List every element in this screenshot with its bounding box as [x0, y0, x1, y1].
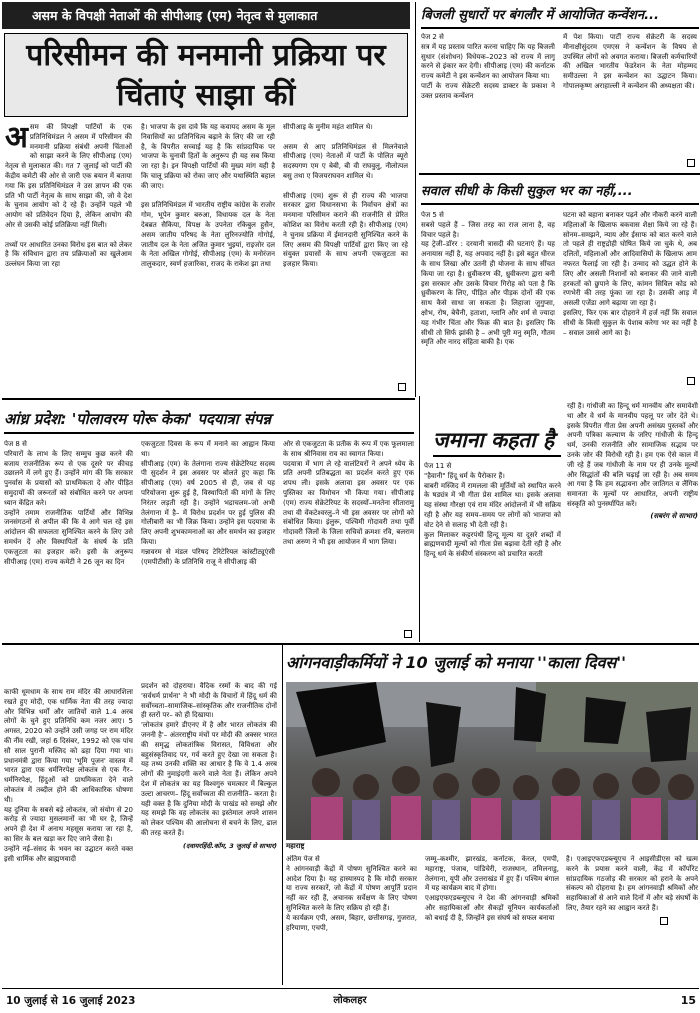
assam-col-3 [283, 123, 408, 395]
footer-rule [2, 988, 699, 989]
end-mark [687, 159, 695, 167]
bijli-col-2-text: में पेश किया। पार्टी राज्य सेक्रेटरी के सदस्य मीनाक्षीसुंदरम एमएस ने कन्वेंशन के विषय से उपस्थित लोगों को अवगत कराया। बिजली कर्मचारियों की अखिल भारतीय फेडरेशन के नेता मोहम्मद समीउल्ला ने इस कन्वेंशन का उद्घाटन किया। गोपालकृष्ण अराहाल्ली ने कन्वेंशन की अध्यक्षता की। [563, 33, 697, 90]
zamana-col-2-text: रही है। गांधीजी का हिन्दू धर्म मानवीय और समावेशी था और वे धर्म के मानवीय पहलू पर जोर देते थे। इसके विपरीत गीता प्रेस अपनी असंख्य पुस्तकों और अपनी पत्रिका कल्याण के जरिए गांधीजी के हिन्दू धर्म, उनकी राजनीति और सामाजिक सद्भाव पर उनके जोर की विरोधी रही है। हम एक ऐसे काल में जी रहे हैं जब गांधीजी के नाम पर ही उनके मूल्यों और सिद्धांतों की बलि चढ़ाई जा रही है। अब समय आ गया है कि हम सद्भावना और जातिगत व लैंगिक समानता के मूल्यों पर आधारित, अपनी राष्ट्रीय संस्कृति को पुनर्स्थापित करें। [567, 402, 698, 508]
footer-page-number: 15 [680, 994, 696, 1007]
footer-date: 10 जुलाई से 16 जुलाई 2023 [6, 995, 136, 1007]
anganwadi-col-1-text: अंतिम पेज से ने आंगनवाड़ी केंद्रों में पोषण सुनिश्चित करने का आदेश दिया है। यह हास्यास्पद है कि मोदी सरकार या राज्य सरकारें, जो केंद्रों में पोषण आपूर्ति प्रदान नहीं कर रही हैं, अचानक सर्वेक्षण के लिए पोषण सुनिश्चित करने के लिए सक्रिय हो रही हैं। ये कार्यक्रम एपी, असम, बिहार, छत्तीसगढ़, गुजरात, हरियाणा, एचपी, [286, 855, 417, 932]
photo-caption: महाराष्ट्र [286, 842, 305, 850]
protest-photo-art [286, 682, 698, 840]
anganwadi-headline: आंगनवाड़ीकर्मियों ने 10 जुलाई को मनाया ''काला दिवस'' [286, 653, 627, 672]
zamana-col-1-text: पेज 11 से "हैवानी" हिंदू धर्म के पैरोकार हैं। बाबरी मस्जिद में रामलला की मूर्तियों को स्थापित करने के षड्यंत्र में भी गीता प्रेस शामिल था। इसके अलावा यह संस्था गौरक्षा एवं राम मंदिर आंदोलनों में भी सक्रिय रही है और यह समय–समय पर लोगों को भाजपा को वोट देने से सलाह भी देती रही है। कुल मिलाकर कट्टरपंथी हिन्दू मूल्य या दूसरे शब्दों में ब्राह्मणवादी मूल्यों को गीता प्रेस बढ़ावा देती रही है और हिन्दू धर्म के संकीर्ण संस्करण को प्रचारित करती [424, 462, 561, 559]
andhra-col-2-text: एकजुटता दिवस के रूप में मनाने का आह्वान किया था। सीपीआइ (एम) के तेलंगाना राज्य सेक्रेटेरियट सदस्य पी सुदर्शन ने इस अवसर पर बोलते हुए कहा कि सीपीआइ (एम) वर्ष 2005 से ही, जब से यह परियोजना शुरू हुई है, विस्थापितों की मांगों के लिए निरंतर लड़ती रही है। उन्होंने भद्राचलम–जो अभी तेलंगाना में है– में विरोध प्रदर्शन पर हुई पुलिस की गोलीबारी का भी जिक्र किया। उन्होंने इस पदयात्रा के लिए अपनी शुभकामनाओं का और समर्थन का इजहार किया। गन्नावरम से मंडल परिषद टेरिटेरियल कांस्टीट्यूएंसी (एमपीटीसी) के प्रतिनिधि राजू ने सीपीआइ की [141, 440, 275, 566]
zamana-credit: (सबरंग से साभार) [650, 511, 698, 520]
assam-col-2-text: है। भाजपा के इस दावे कि यह कवायद असम के मूल निवासियों का प्रतिनिधित्व बढ़ाने के लिए की जा रही है, के विपरीत सच्चाई यह है कि सांप्रदायिक पर भाजपा के चुनावी हितों के अनुरूप ही यह सब किया जा रहा है। इन विपक्षी पार्टियों की मुख्य मांग यही है कि चालू प्रक्रिया को रोका जाए और यथास्थिति बहाल की जाए। इस प्रतिनिधिमंडल में भारतीय राष्ट्रीय कांग्रेस के राजोर गोम, भूपेन कुमार बरुआ, विधायक दल के नेता देबब्रत सैकिया, विपक्ष के उपनेता रकिबुल हुसैन, असम जातीय परिषद के नेता लुरिनज्योति गोगोई, जातीय दल के नेता अजित कुमार भुइयां, राइजोर दल के नेता अखिल गोगोई, सीपीआइ (एम) के मनोरंजन तालुकदार, स्वर्ण हजारिका, राजद के राकेश झा तथा [141, 123, 275, 269]
assam-headline-box [4, 33, 408, 117]
anganwadi-col-3-text: है। एआइएफएडब्ल्यूएच ने आइसीडीएस को खत्म करने के प्रयास करने वाली, केंद्र में कॉर्पोरेट सांप्रदायिक गठजोड़ की सरकार को हराने के अपने संकल्प को दोहराया है। हम आंगनवाड़ी श्रमिकों और सहायिकाओं से आने वाले दिनों में और बड़े संघर्षों के लिए, तैयार रहने का आह्वान करते हैं। [566, 855, 698, 912]
kicker-text: असम के विपक्षी नेताओं की सीपीआइ (एम) नेतृत्व से मुलाकात [32, 8, 318, 23]
kicker-band [2, 2, 410, 29]
anganwadi-col-3 [566, 855, 698, 983]
modi-col-2-text: प्रदर्शन को दोहराया। वैदिक रस्मों के बाद की गई 'सर्वधर्म प्रार्थना' ने भी मोदी के विचारों में हिंदू धर्म की सर्वोच्चता–सामाजिक–सांस्कृतिक और राजनीतिक दोनों ही स्तरों पर– को ही दिखाया। 'लोकतंत्र हमारे डीएनए में है और भारत लोकतंत्र की जननी है'– अंतरराष्ट्रीय मंचों पर मोदी की अक्सर भारत की समृद्ध लोकतांत्रिक विरासत, विविधता और बहुसंस्कृतिवाद पर, गर्व करते हुए देखा जा सकता है। यह तथ्य उनकी शक्ति का आधार है कि वे 1.4 अरब लोगों की नुमाइंदगी करने वाले नेता हैं। लेकिन अपने देश में लोकतंत्र का यह विश्वगुरु चमत्कार में बिल्कुल उल्टा आचरण– हिंदू सर्वोच्चता की राजनीति– करता है। यही वक्त है कि दुनिया मोदी के पाखंड को समझे और यह समझे कि वह लोकतंत्र का इस्तेमाल अपने शासन को लेकर पश्चिम की आलोचना से बचने के लिए, ढाल की तरह करते हैं। [141, 682, 277, 837]
anganwadi-col-2 [425, 855, 559, 983]
end-mark [660, 917, 668, 925]
andhra-col-2 [141, 440, 275, 642]
assam-col-1-text: सम की विपक्षी पार्टियों के एक प्रतिनिधिमंडल ने असम में परिसीमन की मनमानी प्रक्रिया संबंधी अपनी चिंताओं को साझा करने के लिए सीपीआइ (एम) नेतृत्व से मुलाकात की। गत 7 जुलाई को पार्टी की केंद्रीय कमेटी की ओर से जारी एक बयान में बताया गया कि इस प्रतिनिधिमंडल ने उस ज्ञापन की एक प्रति भी पार्टी नेतृत्व के साथ साझा की, जो वे देश के चुनाव आयोग को दे रहे हैं। उन्होंने पहले भी आयोग को प्रतिवेदन दिया है, लेकिन आयोग की ओर से उसकी कोई प्रतिक्रिया नहीं मिली। तथ्यों पर आधारित उनका विरोध इस बात को लेकर है कि संविधान द्वारा तय प्रक्रियाओं का खुलेआम उल्लंघन किया जा रहा [5, 123, 132, 269]
anganwadi-col-1 [286, 855, 417, 983]
zamana-col-1 [424, 462, 561, 640]
sawal-col-1 [421, 211, 555, 389]
bijli-col-2 [563, 33, 697, 171]
bijli-headline: बिजली सुधारों पर बंगलौर में आयोजित कन्वेंशन... [421, 3, 699, 29]
hrule [419, 173, 700, 175]
assam-headline: परिसीमन की मनमानी प्रक्रिया पर चिंताएं साझा कीं [26, 38, 386, 113]
andhra-headline: आंध्र प्रदेश: 'पोलावरम पोरू केका' पदयात्रा संपन्न [4, 404, 414, 434]
end-mark [687, 377, 695, 385]
protest-photo [286, 682, 698, 840]
zamana-col-2 [567, 402, 698, 640]
vrule [419, 396, 420, 642]
assam-col-2 [141, 123, 275, 395]
sawal-col-2 [563, 211, 697, 389]
assam-col-1 [5, 123, 132, 395]
bijli-col-1-text: पेज 2 से सत्र में यह प्रस्ताव पारित करना चाहिए कि यह बिजली सुधार (संशोधन) विधेयक–2023 को राज्य में लागू करने से इंकार कर देगी। सीपीआइ (एम) की कर्नाटक राज्य कमेटी ने इस कन्वेंशन का आयोजन किया था। पार्टी के राज्य सेक्रेटरी सदस्य डाक्टर के प्रकाश ने उक्त प्रस्ताव कन्वेंशन [421, 33, 555, 100]
anganwadi-col-2-text: जम्मू–कश्मीर, झारखंड, कर्नाटक, केरल, एमपी, महाराष्ट्र, पंजाब, पांडिचेरी, राजस्थान, तमिलनाडु, तेलंगाना, यूपी और उत्तराखंड में हुए हैं। पश्चिम बंगाल में यह कार्यक्रम बाद में होगा। एआइएफएडब्ल्यूएच ने देश की आंगनवाड़ी श्रमिकों और सहायिकाओं और सैकड़ों यूनियन कार्यकर्ताओं को बधाई दी है, जिन्होंने इस संघर्ष को सफल बनाया [425, 855, 559, 922]
andhra-col-3 [283, 440, 414, 642]
dropcap: अ [5, 123, 28, 155]
modi-credit: (दवायरहिंदी.कॉम, 3 जुलाई से साभार) [183, 841, 277, 850]
assam-col-3-text: सीपीआइ के मुनीम महंत शामिल थे। असम से आए प्रतिनिधिमंडल से मिलनेवाले सीपीआइ (एम) नेताओं में पार्टी के पोलित ब्यूरो सदस्यगण एम ए बेबी, बी वी राघवुलु, नीलोत्पल बसु तथा ए विजयराघवन शामिल थे। सीपीआइ (एम) शुरू से ही राज्य की भाजपा सरकार द्वारा विधानसभा के निर्वाचन क्षेत्रों का मनमाना परिसीमन कराने की राजनीति से प्रेरित कोशिश का विरोध करती रही है। सीपीआइ (एम) ने चुनाव प्रक्रिया में ईमानदारी सुनिश्चित करने के लिए असम की विपक्षी पार्टियों द्वारा किए जा रहे संयुक्त प्रयासों के साथ अपनी एकजुटता का इजहार किया। [283, 123, 408, 269]
modi-col-1-text: काफी धूमधाम के साथ राम मंदिर की आधारशिला रखते हुए मोदी, एक धार्मिक नेता की तरह ज्यादा और विभिन्न धर्मों और जातियों वाले 1.4 अरब लोगों के चुने हुए प्रतिनिधि कम नजर आए। 5 अगस्त, 2020 को उन्होंने उसी जगह पर राम मंदिर की नींव रखी, जहां 6 दिसंबर, 1992 को एक पांच सौ साल पुरानी मस्जिद को ढहा दिया गया था। प्रधानमंत्री द्वारा किया गया 'भूमि पूजन' वास्तव में भारत द्वारा एक धर्मनिरपेक्ष लोकतंत्र से एक गैर–धर्मनिरपेक्ष, हिंदुओं को प्राथमिकता देने वाले लोकतंत्र में तब्दील होने की आधिकारिक घोषणा थी। यह दुनिया के सबसे बड़े लोकतंत्र, जो संयोग से 20 करोड़ से ज्यादा मुसलमानों का भी घर है, जिन्हें अपने ही देश में अनाथ महसूस कराया जा रहा है, का सिर के बल खड़ा कर दिए जाने जैसा है। उन्होंने नई–संसद के भवन का उद्घाटन करते वक्त इसी धार्मिक और ब्राह्मणवादी [4, 688, 133, 863]
sawal-col-2-text: घटना को बहाना बनाकर पढ़ने और नौकरी करने वाली महिलाओं के खिलाफ बकवास शैक्षा किये जा रहे हैं। सोनम–समझने, न्याय और ईसाफ को बात करने वाले तो पहले ही राष्ट्रद्रोही घोषित किये जा चुके थे, अब दलितों, महिलाओं और आदिवासियों के खिलाफ आम नफरत फैलाई जा रही है। उन्माद को उद्धत होने के लिए और असली निशानों को बनाकर की जाने वाली हरकतों को छुपाने के लिए, कांमन सिविल कोड को रणभेरी की तरह फूंका जा रहा है। उसकी आड़ में असली एजेंडा आगे बढ़ाया जा रहा है। इसलिए, फिर एक बार दोहराने में हर्ज नहीं कि सवाल सीधी के किसी सुकुल के पेशाब करेगा भर का नहीं है – सवाल उससे आगे का है। [563, 211, 697, 337]
modi-col-2 [141, 682, 277, 984]
hrule [2, 643, 699, 645]
sawal-headline: सवाल सीधी के किसी सुकुल भर का नहीं,... [421, 179, 699, 205]
andhra-col-1-text: पेज 8 से परियारों के लाभ के लिए सम्मुच कुछ करने की बजाय राजनीतिक रूप से एक दूसरे पर कीचड़ उछालने में लगे हुए हैं। उन्होंने मांग की कि सरकार पुनर्वास के प्रयासों को प्राथमिकता दे और पीड़ित समुदायों की जरूरतों को संबोधित करने पर अपना ध्यान केंद्रित करे। उन्होंने तमाम राजनीतिक पार्टियों और विभिन्न जनसंगठनों से अपील की कि वे आगे चल रहे इस आंदोलन की सफलता सुनिश्चित करने के लिए उसे समर्थन दें और विस्थापितों के संघर्ष के प्रति एकजुटता का इजहार करें। इसी के अनुरूप सीपीआइ (एम) राज्य कमेटी ने 26 जून का दिन [4, 440, 133, 566]
end-mark [398, 383, 406, 391]
vrule [415, 2, 416, 397]
vrule [282, 645, 283, 985]
zamana-headline: जमाना कहता है [433, 423, 561, 457]
sawal-col-1-text: पेज 5 से सबसे पहले हैं – जिस तरह का राज लाना है, वह विचार पहले है। यह ट्रेजी–डॉरर : दरयानी त्रासदी की घटनाएं हैं। यह अनायास नहीं है, यह अपवाद नहीं है। इसे बहुत धीरज के साथ लिखा और उतनी ही योजना के साथ सींचत किया जा रहा है। ध्रुवीकरण की, ध्रुवीकरण द्वारा बनी इस सरकार और उसके विचार गिरोह को पता है कि ध्रुवीकरण के लिए, पीड़ित और पीड़क दोनों की एक साथ कैसे साधा जा सकता है। लिहाजा जुगुप्सा, क्षोभ, रोष, बेचैनी, हताशा, ग्लानि और शर्म से ज्यादा यह गंभीर चिंता और फिक्र की बात है। इसलिए कि सीधी तो सिर्फ झांकी है – अभी पूरी मनु स्मृति, गौतम स्मृति और नारद संहिता बाकी है। एक [421, 211, 555, 347]
modi-col-1 [4, 688, 133, 984]
hrule [2, 398, 415, 400]
andhra-col-3-text: ओर से एकजुटता के प्रतीक के रूप में एक फूलमाला के साथ श्रीनिवास राव का स्वागत किया। पदयात्रा में भाग ले रहे वालंटियरों ने अपने ध्येय के प्रति अपनी प्रतिबद्धता का प्रदर्शन करते हुए एक शपथ ली। इसके अलावा इस अवसर पर एक पुस्तिका का विमोचन भी किया गया। सीपीआइ (एम) राज्य सेक्रेटेरियट के सदस्यों–मनतेना सीतारामु तथा वी वेंकटेश्वरलु–ने भी इस अवसर पर लोगों को संबोधित किया। इंलुरू, पश्चिमी गोदावरी तथा पूर्वी गोदावरी जिलों के जिला सचिवों क्रमशः रवि, बलराम तथा अरुण ने भी इस आयोजन में भाग लिया। [283, 440, 414, 546]
end-mark [404, 630, 412, 638]
andhra-col-1 [4, 440, 133, 642]
footer-paper: लोकलहर [333, 995, 367, 1006]
bijli-col-1 [421, 33, 555, 171]
